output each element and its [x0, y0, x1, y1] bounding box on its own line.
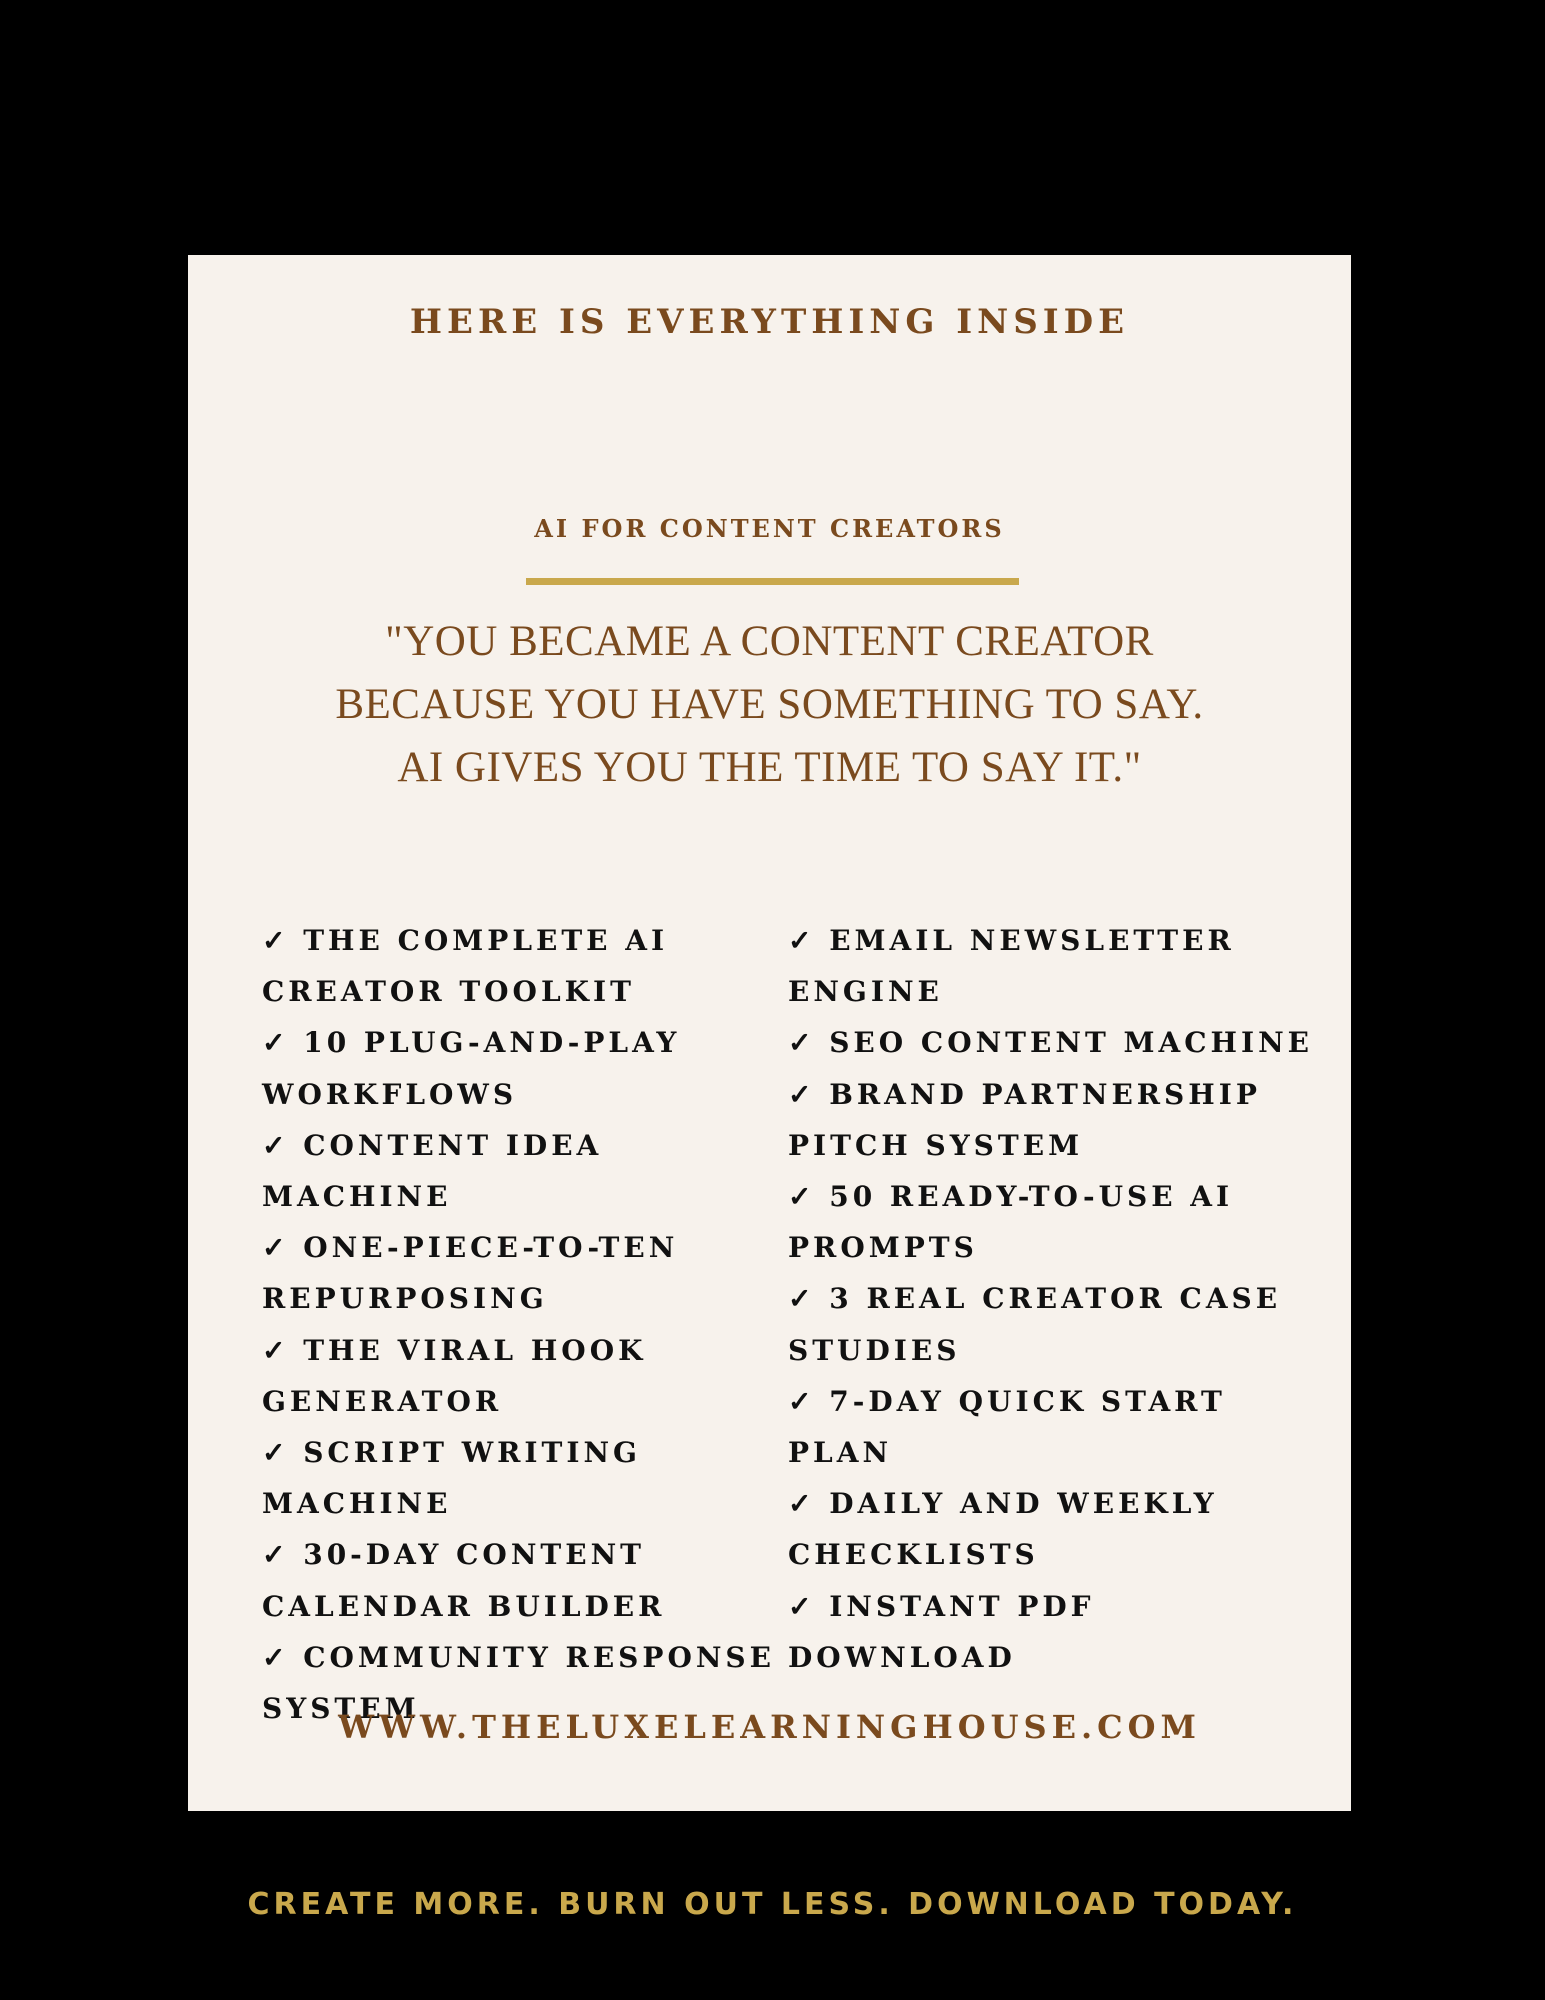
list-item: ✓ CONTENT IDEA MACHINE — [262, 1128, 603, 1214]
list-item: ENGINE — [788, 975, 943, 1009]
list-item: ✓ THE VIRAL HOOK — [262, 1333, 647, 1367]
list-item: ✓ SCRIPT WRITING — [262, 1436, 641, 1470]
quote-line: AI GIVES YOU THE TIME TO SAY IT." — [397, 744, 1142, 791]
list-item: ✓ 10 PLUG-AND-PLAY — [262, 1026, 681, 1060]
card-heading: HERE IS EVERYTHING INSIDE — [409, 302, 1130, 342]
card-subheading: AI FOR CONTENT CREATORS — [534, 514, 1005, 543]
quote-line: "YOU BECAME A CONTENT CREATOR — [385, 618, 1154, 665]
list-item: CREATOR TOOLKIT — [262, 975, 635, 1009]
quote-line: BECAUSE YOU HAVE SOMETHING TO SAY. — [335, 681, 1204, 728]
list-item: STUDIES — [788, 1333, 961, 1367]
list-item: PITCH SYSTEM — [788, 1128, 1084, 1162]
list-item: REPURPOSING — [262, 1282, 548, 1316]
list-item: GENERATOR — [262, 1384, 503, 1418]
list-item: ✓ 30-DAY CONTENT — [262, 1538, 646, 1572]
quote-block — [228, 610, 1311, 799]
list-item: ✓ THE COMPLETE AI — [262, 924, 669, 957]
list-item: MACHINE — [262, 1487, 452, 1521]
list-item: ✓ SEO CONTENT MACHINE — [788, 1026, 1314, 1060]
list-item: ✓ COMMUNITY RESPONSE — [262, 1640, 775, 1674]
list-item: SYSTEM — [262, 1692, 420, 1726]
website-url: WWW.THELUXELEARNINGHOUSE.COM — [338, 1708, 1201, 1746]
list-item: ✓ INSTANT PDF DOWNLOAD — [788, 1589, 1095, 1674]
gold-divider — [526, 578, 1019, 585]
list-item: CHECKLISTS — [788, 1538, 1039, 1572]
list-item: ✓ BRAND PARTNERSHIP — [788, 1077, 1261, 1111]
list-item: PROMPTS — [788, 1231, 978, 1265]
list-item: ✓ 7-DAY QUICK START PLAN — [788, 1384, 1226, 1470]
list-item: ✓ ONE-PIECE-TO-TEN — [262, 1231, 679, 1265]
list-item: ✓ 3 REAL CREATOR CASE — [788, 1282, 1282, 1316]
list-item: ✓ 50 READY-TO-USE AI — [788, 1180, 1234, 1214]
content-card — [188, 255, 1351, 1811]
footer-tagline: CREATE MORE. BURN OUT LESS. DOWNLOAD TODAY. — [247, 1887, 1298, 1922]
feature-list-left — [262, 915, 782, 1734]
list-item: ✓ EMAIL NEWSLETTER — [788, 924, 1235, 957]
list-item: CALENDAR BUILDER — [262, 1589, 666, 1623]
list-item: ✓ DAILY AND WEEKLY — [788, 1487, 1218, 1521]
feature-list-right — [788, 915, 1318, 1683]
list-item: WORKFLOWS — [262, 1077, 518, 1111]
